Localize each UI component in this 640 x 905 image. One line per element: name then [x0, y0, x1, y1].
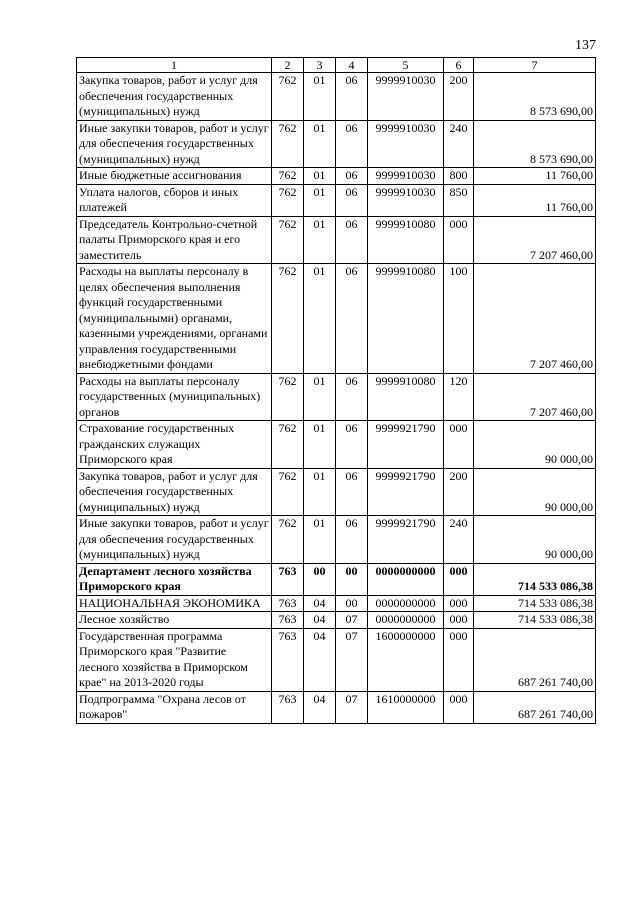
- table-row: [77, 373, 596, 421]
- amount-cell: 687 261 740,00: [474, 628, 596, 691]
- ministry-code-cell: 762: [272, 516, 304, 564]
- amount-cell: 714 533 086,38: [474, 563, 596, 595]
- amount-cell: 714 533 086,38: [474, 595, 596, 612]
- amount-cell: 8 573 690,00: [474, 73, 596, 121]
- column-header: 1: [77, 58, 272, 73]
- subsection-code-cell: 00: [336, 563, 368, 595]
- expense-type-cell: 200: [444, 468, 474, 516]
- column-header: 2: [272, 58, 304, 73]
- expense-type-cell: 000: [444, 595, 474, 612]
- table-row: [77, 468, 596, 516]
- expense-type-cell: 000: [444, 612, 474, 629]
- amount-cell: 7 207 460,00: [474, 216, 596, 264]
- item-name-cell: Закупка товаров, работ и услуг для обеспечения государственных (муниципальных) нужд: [77, 73, 272, 121]
- table-row: [77, 264, 596, 374]
- target-article-cell: 9999910080: [368, 216, 444, 264]
- table-row: [77, 168, 596, 185]
- table-header-row: [77, 58, 596, 73]
- subsection-code-cell: 06: [336, 468, 368, 516]
- ministry-code-cell: 762: [272, 421, 304, 469]
- expense-type-cell: 800: [444, 168, 474, 185]
- amount-cell: 714 533 086,38: [474, 612, 596, 629]
- table-row: [77, 628, 596, 691]
- section-code-cell: 00: [304, 563, 336, 595]
- subsection-code-cell: 06: [336, 516, 368, 564]
- subsection-code-cell: 06: [336, 168, 368, 185]
- target-article-cell: 9999910030: [368, 73, 444, 121]
- expense-type-cell: 120: [444, 373, 474, 421]
- expense-type-cell: 000: [444, 216, 474, 264]
- table-row: [77, 120, 596, 168]
- ministry-code-cell: 763: [272, 612, 304, 629]
- column-header: 6: [444, 58, 474, 73]
- table-row: [77, 184, 596, 216]
- table-row: [77, 612, 596, 629]
- item-name-cell: Лесное хозяйство: [77, 612, 272, 629]
- ministry-code-cell: 762: [272, 184, 304, 216]
- ministry-code-cell: 763: [272, 563, 304, 595]
- section-code-cell: 01: [304, 516, 336, 564]
- item-name-cell: НАЦИОНАЛЬНАЯ ЭКОНОМИКА: [77, 595, 272, 612]
- ministry-code-cell: 762: [272, 216, 304, 264]
- section-code-cell: 01: [304, 421, 336, 469]
- expense-type-cell: 240: [444, 516, 474, 564]
- expense-type-cell: 200: [444, 73, 474, 121]
- expense-type-cell: 000: [444, 628, 474, 691]
- table-row: [77, 691, 596, 723]
- subsection-code-cell: 00: [336, 595, 368, 612]
- amount-cell: 11 760,00: [474, 184, 596, 216]
- section-code-cell: 01: [304, 168, 336, 185]
- item-name-cell: Иные бюджетные ассигнования: [77, 168, 272, 185]
- section-code-cell: 04: [304, 612, 336, 629]
- amount-cell: 11 760,00: [474, 168, 596, 185]
- amount-cell: 90 000,00: [474, 516, 596, 564]
- item-name-cell: Расходы на выплаты персоналу государственных (муниципальных) органов: [77, 373, 272, 421]
- column-header: 7: [474, 58, 596, 73]
- subsection-code-cell: 06: [336, 73, 368, 121]
- subsection-code-cell: 07: [336, 612, 368, 629]
- ministry-code-cell: 763: [272, 628, 304, 691]
- table-row: [77, 563, 596, 595]
- item-name-cell: Страхование государственных гражданских служащих Приморского края: [77, 421, 272, 469]
- target-article-cell: 9999921790: [368, 516, 444, 564]
- section-code-cell: 01: [304, 216, 336, 264]
- section-code-cell: 01: [304, 373, 336, 421]
- ministry-code-cell: 763: [272, 595, 304, 612]
- target-article-cell: 0000000000: [368, 612, 444, 629]
- target-article-cell: 1600000000: [368, 628, 444, 691]
- target-article-cell: 0000000000: [368, 595, 444, 612]
- expense-type-cell: 100: [444, 264, 474, 374]
- ministry-code-cell: 763: [272, 691, 304, 723]
- ministry-code-cell: 762: [272, 168, 304, 185]
- table-row: [77, 73, 596, 121]
- target-article-cell: 9999910080: [368, 264, 444, 374]
- target-article-cell: 9999910030: [368, 168, 444, 185]
- subsection-code-cell: 06: [336, 120, 368, 168]
- section-code-cell: 04: [304, 628, 336, 691]
- target-article-cell: 9999921790: [368, 468, 444, 516]
- ministry-code-cell: 762: [272, 468, 304, 516]
- expense-type-cell: 000: [444, 421, 474, 469]
- item-name-cell: Департамент лесного хозяйства Приморского края: [77, 563, 272, 595]
- amount-cell: 8 573 690,00: [474, 120, 596, 168]
- section-code-cell: 04: [304, 595, 336, 612]
- column-header: 5: [368, 58, 444, 73]
- section-code-cell: 01: [304, 468, 336, 516]
- budget-table: [76, 57, 596, 724]
- section-code-cell: 01: [304, 120, 336, 168]
- subsection-code-cell: 07: [336, 691, 368, 723]
- item-name-cell: Иные закупки товаров, работ и услуг для обеспечения государственных (муниципальных) нужд: [77, 516, 272, 564]
- subsection-code-cell: 06: [336, 373, 368, 421]
- item-name-cell: Председатель Контрольно-счетной палаты Приморского края и его заместитель: [77, 216, 272, 264]
- amount-cell: 90 000,00: [474, 468, 596, 516]
- table-row: [77, 421, 596, 469]
- section-code-cell: 01: [304, 73, 336, 121]
- expense-type-cell: 240: [444, 120, 474, 168]
- table-row: [77, 216, 596, 264]
- page-number: 137: [575, 38, 596, 53]
- item-name-cell: Иные закупки товаров, работ и услуг для обеспечения государственных (муниципальных) нужд: [77, 120, 272, 168]
- item-name-cell: Расходы на выплаты персоналу в целях обеспечения выполнения функций государственными (муниципальными) органами, казенными учреждениями, органами управления государственными внебюджетными фондами: [77, 264, 272, 374]
- subsection-code-cell: 06: [336, 216, 368, 264]
- column-header: 3: [304, 58, 336, 73]
- item-name-cell: Подпрограмма "Охрана лесов от пожаров": [77, 691, 272, 723]
- amount-cell: 687 261 740,00: [474, 691, 596, 723]
- expense-type-cell: 000: [444, 563, 474, 595]
- column-header: 4: [336, 58, 368, 73]
- ministry-code-cell: 762: [272, 73, 304, 121]
- amount-cell: 90 000,00: [474, 421, 596, 469]
- item-name-cell: Государственная программа Приморского края "Развитие лесного хозяйства в Приморском крае" на 2013-2020 годы: [77, 628, 272, 691]
- subsection-code-cell: 06: [336, 421, 368, 469]
- subsection-code-cell: 07: [336, 628, 368, 691]
- target-article-cell: 9999910080: [368, 373, 444, 421]
- target-article-cell: 9999921790: [368, 421, 444, 469]
- section-code-cell: 01: [304, 264, 336, 374]
- subsection-code-cell: 06: [336, 184, 368, 216]
- target-article-cell: 9999910030: [368, 120, 444, 168]
- target-article-cell: 1610000000: [368, 691, 444, 723]
- target-article-cell: 9999910030: [368, 184, 444, 216]
- subsection-code-cell: 06: [336, 264, 368, 374]
- ministry-code-cell: 762: [272, 373, 304, 421]
- table-row: [77, 595, 596, 612]
- expense-type-cell: 850: [444, 184, 474, 216]
- ministry-code-cell: 762: [272, 264, 304, 374]
- expense-type-cell: 000: [444, 691, 474, 723]
- item-name-cell: Закупка товаров, работ и услуг для обеспечения государственных (муниципальных) нужд: [77, 468, 272, 516]
- amount-cell: 7 207 460,00: [474, 373, 596, 421]
- amount-cell: 7 207 460,00: [474, 264, 596, 374]
- section-code-cell: 04: [304, 691, 336, 723]
- item-name-cell: Уплата налогов, сборов и иных платежей: [77, 184, 272, 216]
- table-row: [77, 516, 596, 564]
- ministry-code-cell: 762: [272, 120, 304, 168]
- target-article-cell: 0000000000: [368, 563, 444, 595]
- section-code-cell: 01: [304, 184, 336, 216]
